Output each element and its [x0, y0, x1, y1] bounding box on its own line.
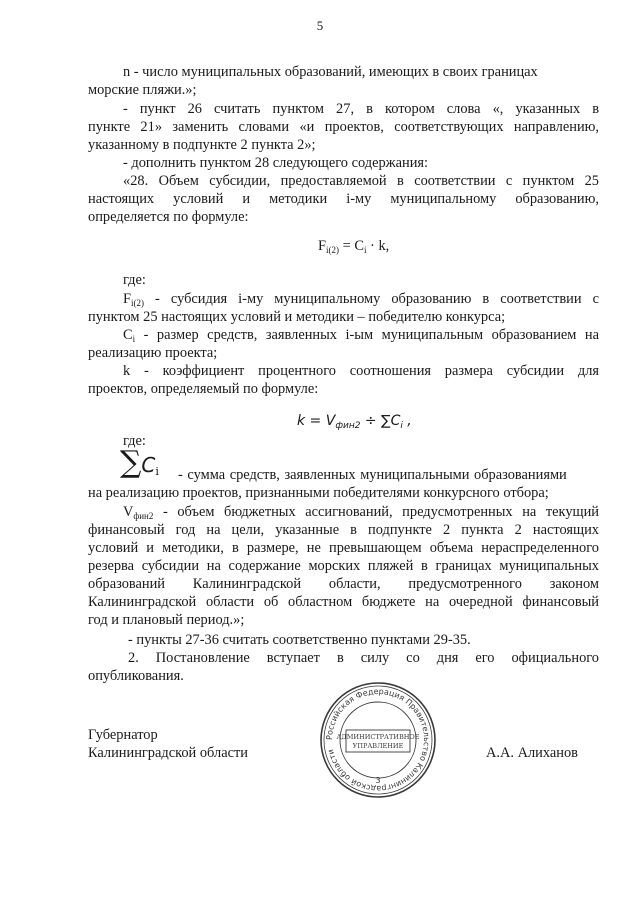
- v-symbol: V: [123, 504, 134, 520]
- formula2-c-sub: i: [400, 421, 403, 431]
- definition-line: образований Калининградской области, предусмотренного законом: [88, 576, 599, 592]
- formula2-sum: ∑: [381, 413, 391, 429]
- definition-line: проектов, определяемый по формуле:: [88, 381, 319, 397]
- stamp-number: 3: [375, 776, 381, 785]
- formula-tail: · k,: [366, 238, 390, 254]
- def-symbol: F: [123, 291, 132, 307]
- formula-subsidy: [318, 238, 389, 255]
- definition-line: резерва субсидии на содержание морских пляжей в границах муниципальных: [88, 558, 599, 574]
- stamp-center-line1: АДМИНИСТРАТИВНОЕ: [336, 733, 420, 741]
- sum-var: C: [141, 453, 156, 477]
- def-symbol-sub: i: [132, 334, 136, 344]
- definition-line: Калининградской области об областном бюджете на очередной финансовый: [88, 594, 599, 610]
- formula-lhs: F: [318, 238, 327, 254]
- definition-line: условий и методики, в размере, не превышающем объема нераспределенного: [88, 540, 599, 556]
- definition-line: - сумма средств, заявленных муниципальными образованиями: [178, 467, 567, 483]
- text-line: - пункты 27-36 считать соответственно пунктами 29-35.: [128, 632, 471, 648]
- signatory-name: А.А. Алиханов: [486, 745, 578, 761]
- text-line: «28. Объем субсидии, предоставляемой в соответствии с пунктом 25: [123, 173, 599, 189]
- where-label: где:: [123, 433, 146, 449]
- def-symbol-sub: i(2): [131, 298, 145, 308]
- def-symbol: C: [123, 327, 133, 343]
- sum-var-sub: i: [155, 465, 159, 478]
- definition-line: год и плановый период.»;: [88, 612, 245, 628]
- formula-rhs: = C: [342, 238, 364, 254]
- formula2-eq: =: [305, 413, 326, 429]
- formula-coefficient: [297, 413, 412, 431]
- def-text: - субсидия i-му муниципальному образованию в соответствии с: [144, 291, 599, 307]
- definition-line: k - коэффициент процентного соотношения размера субсидии для: [123, 363, 599, 379]
- formula-lhs-sub: i(2): [326, 245, 340, 255]
- text-line: определяется по формуле:: [88, 209, 249, 225]
- text-line: опубликования.: [88, 668, 184, 684]
- formula2-div: ÷: [360, 413, 382, 429]
- definition-line: финансовый год на цели, указанные в подпункте 2 пункта 2 настоящих: [88, 522, 599, 538]
- text-line: морские пляжи.»;: [88, 82, 197, 98]
- text-line: пункте 21» заменить словами «и проектов, соответствующих направлению,: [88, 119, 599, 135]
- formula-rhs-sub: i: [363, 245, 367, 255]
- formula2-c: C: [390, 413, 401, 429]
- stamp-center-line2: УПРАВЛЕНИЕ: [352, 742, 404, 750]
- formula2-v-sub: фин2: [335, 421, 361, 431]
- formula2-v: V: [325, 413, 336, 429]
- def-text: - объем бюджетных ассигнований, предусмотренных на текущий: [162, 504, 600, 520]
- def-text: - размер средств, заявленных i-ым муниципальным образованием на: [135, 327, 599, 343]
- signature-position: Калининградской области: [88, 745, 248, 761]
- sum-sign: ∑: [120, 445, 142, 480]
- sum-symbol: [120, 445, 159, 487]
- formula2-tail: ,: [402, 413, 412, 429]
- definition-line: на реализацию проектов, признанными победителями конкурсного отбора;: [88, 485, 549, 501]
- signature-position: Губернатор: [88, 727, 158, 743]
- page-number: 5: [316, 18, 324, 33]
- definition-line: пунктом 25 настоящих условий и методики – победителю конкурса;: [88, 309, 506, 325]
- text-line: - дополнить пунктом 28 следующего содержания:: [123, 155, 429, 171]
- text-line: 2. Постановление вступает в силу со дня его официального: [128, 650, 599, 666]
- text-line: настоящих условий и методики i-му муниципальному образованию,: [88, 191, 599, 207]
- text-line: - пункт 26 считать пунктом 27, в котором слова «, указанных в: [123, 101, 599, 117]
- official-stamp: [318, 680, 438, 800]
- definition-line: реализацию проекта;: [88, 345, 218, 361]
- formula2-k: k: [297, 413, 306, 429]
- text-line: указанному в подпункте 2 пункта 2»;: [88, 137, 316, 153]
- v-symbol-sub: фин2: [133, 511, 154, 521]
- text-line: n - число муниципальных образований, имеющих в своих границах: [123, 64, 538, 80]
- stamp-ring-text: Российская Федерация Правительство Калининградской области: [324, 686, 432, 794]
- where-label: где:: [123, 272, 146, 288]
